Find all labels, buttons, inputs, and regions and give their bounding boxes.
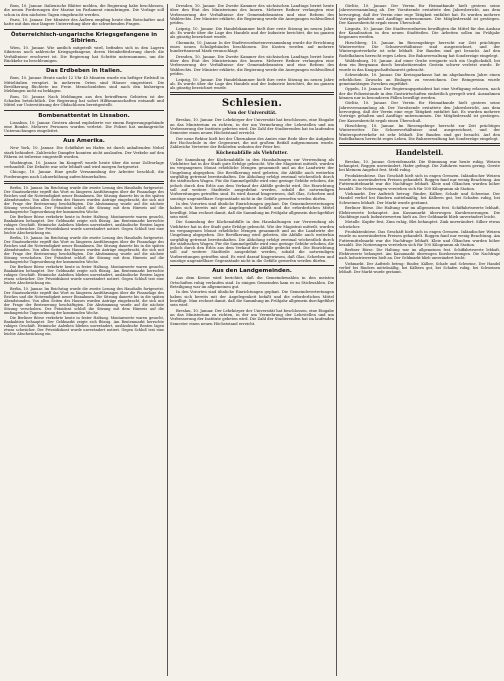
article-paragraph: Berliner Börse. Die Haltung war im allgemeinen fest. Schiffahrtswerte lebhaft, Elektrowerte behauptet. Am Kassamarkt überwogen Kursbesserungen. Die Nachfrage nach Industriewerten hielt an. Der Geldmarkt blieb unverändert leicht. (339, 206, 500, 219)
article-paragraph: Wien, 10. Januar. Wie amtlich mitgeteilt wird, befinden sich in den Lagern Sibiriens noch zahlreiche Kriegsgefangene, deren Heimbeförderung durch die Verhältnisse erschwert ist. Die Regierung hat Schritte unternommen, um die Rückkehr zu beschleunigen. (4, 46, 164, 63)
article-paragraph: Die Sammlung der Küchenabfälle in den Haushaltungen zur Verwendung als Viehfutter hat in der Stadt gute Erfolge gebracht. Wie der Magistrat mitteilt, wurden im vergangenen Monat erhebliche Mengen gesammelt und an die Landwirte der Umgebung abgegeben. Die Bevölkerung wird gebeten, die Abfälle auch weiterhin sorgfältig getrennt bereitzuhalten. Die Abholung erfolgt zweimal wöchentlich durch die städtischen Wagen. Für die Sammelgefäße wird eine geringe Gebühr erhoben, die jedoch durch den Erlös aus dem Verkauf der Abfälle gedeckt wird. Die Einrichtung soll auf weitere Stadtteile ausgedehnt werden, sobald die notwendigen Vorbereitungen getroffen sind. Es wird darauf hingewiesen, daß Glas, Scherben und sonstige ungenießbare Gegenstände nicht in die Gefäße geworfen werden dürfen. (170, 157, 334, 201)
divider (170, 265, 334, 266)
article-paragraph: Berlin, 10. Januar. Im Reichstag wurde die zweite Lesung des Haushalts fortgesetzt. Der Staatssekretär ergriff das Wort zu längeren Ausführungen über die Finanzlage des Reiches und die Notwendigkeit neuer Einnahmen. Die Sitzung dauerte bis in die späten Abendstunden. Von allen Seiten des Hauses wurden Anträge eingebracht, die sich mit der Frage der Besteuerung beschäftigten. Die Abstimmung wurde auf die nächste Sitzung verschoben. Der Präsident schloß die Sitzung mit dem Hinweis auf die umfangreiche Tagesordnung der kommenden Woche. (4, 286, 164, 315)
article-paragraph: Waldenburg, 10. Januar. Auf einer Grube ereignete sich ein Unglücksfall, bei dem ein Bergmann durch herabstürzendes Gestein schwer verletzt wurde. Er wurde in das Knappschaftslazarett gebracht. (339, 59, 500, 72)
column-rule (336, 4, 337, 676)
article-paragraph: Liegnitz, 10. Januar. Die Stadtverordneten bewilligten die Mittel für den Ausbau der Kanalisation in den neuen Stadtteilen. Die Arbeiten sollen im Frühjahr begonnen werden. (339, 26, 500, 40)
article-paragraph: Dresden, 10. Januar. Die Zweite Kammer des sächsischen Landtags beriet heute über den Etat des Ministeriums des Innern. Mehrere Redner verlangten eine Verbesserung der Verhältnisse der Gemeindebeamten und eine Reform des Wahlrechts. Der Minister erklärte, die Regierung werde die Anregungen wohlwollend prüfen. (170, 4, 334, 26)
article-paragraph: Rom, 10. Januar. Heute nacht 12 Uhr 45 Minuten wurde ein heftiger Erdstoß in Mittelitalien verspürt. In mehreren Orten sind Häuser eingestürzt. Die Bevölkerung flüchtete ins Freie. Menschenleben sind nach den bisherigen Meldungen nicht zu beklagen. (4, 76, 164, 94)
article-paragraph: Berlin, 10. Januar. Im Reichstag wurde die zweite Lesung des Haushalts fortgesetzt. Der Staatssekretär ergriff das Wort zu längeren Ausführungen über die Finanzlage des Reiches und die Notwendigkeit neuer Einnahmen. Die Sitzung dauerte bis in die späten Abendstunden. Von allen Seiten des Hauses wurden Anträge eingebracht, die sich mit der Frage der Besteuerung beschäftigten. Die Abstimmung wurde auf die nächste Sitzung verschoben. Der Präsident schloß die Sitzung mit dem Hinweis auf die umfangreiche Tagesordnung der kommenden Woche. (4, 236, 164, 265)
article-paragraph: Hirschberg, 10. Januar. Im Riesengebirge herrscht zur Zeit prächtiges Winterwetter. Die Schneeverhältnisse sind ausgezeichnet, und der Wintersportverkehr ist sehr lebhaft. Die Bauden sind gut besucht. Auf den Rodelbahnen herrscht reges Leben. Die Bahnverwaltung hat Sonderzüge eingelegt. (339, 40, 500, 58)
column-left (4, 4, 164, 676)
divider (170, 92, 334, 95)
article-paragraph: Rom, 10. Januar. Nach Meldungen aus den betroffenen Gebieten ist der Schaden beträchtlich. Die Regierung hat sofort Hilfsmannschaften entsandt und Mittel zur Unterstützung der Obdachlosen bereitgestellt. (4, 94, 164, 108)
article-paragraph: Die Sammlung der Küchenabfälle in den Haushaltungen zur Verwendung als Viehfutter hat in der Stadt gute Erfolge gebracht. Wie der Magistrat mitteilt, wurden im vergangenen Monat erhebliche Mengen gesammelt und an die Landwirte der Umgebung abgegeben. Die Bevölkerung wird gebeten, die Abfälle auch weiterhin sorgfältig getrennt bereitzuhalten. Die Abholung erfolgt zweimal wöchentlich durch die städtischen Wagen. Für die Sammelgefäße wird eine geringe Gebühr erhoben, die jedoch durch den Erlös aus dem Verkauf der Abfälle gedeckt wird. Die Einrichtung soll auf weitere Stadtteile ausgedehnt werden, sobald die notwendigen Vorbereitungen getroffen sind. Es wird darauf hingewiesen, daß Glas, Scherben und sonstige ungenießbare Gegenstände nicht in die Gefäße geworfen werden dürfen. (170, 220, 334, 264)
article-paragraph: Görlitz, 10. Januar. Der Verein für Heimatkunde hielt gestern seine Jahresversammlung ab. Der Vorsitzende erstattete den Jahresbericht, aus dem hervorging, daß der Verein eine rege Tätigkeit entfaltet hat. Es wurden mehrere Vorträge gehalten und Ausflüge unternommen. Die Mitgliederzahl ist gestiegen. Der Kassenbericht ergab einen Überschuß. (339, 4, 500, 26)
article-heading: Das Erdbeben in Italien. (46, 68, 122, 75)
article-paragraph: Paris, 10. Januar. Der Minister des Äußern empfing heute den Botschafter und hatte mit ihm eine längere Unterredung über die schwebenden Fragen. (4, 18, 164, 27)
article-paragraph: In den Vororten sind ähnliche Einrichtungen geplant. Die Gemeindevertretungen haben sich bereits mit der Angelegenheit befaßt und die erforderlichen Mittel bewilligt. Man rechnet damit, daß die Sammlung im Frühjahr allgemein durchgeführt sein wird. (170, 290, 334, 308)
article-paragraph: Berliner Börse. Die Haltung war im allgemeinen fest. Schiffahrtswerte lebhaft, Elektrowerte behauptet. Am Kassamarkt überwogen Kursbesserungen. Die Nachfrage nach Industriewerten hielt an. Der Geldmarkt blieb unverändert leicht. (339, 248, 500, 261)
article-paragraph: Berlin, 10. Januar. Im Reichstag wurde die zweite Lesung des Haushalts fortgesetzt. Der Staatssekretär ergriff das Wort zu längeren Ausführungen über die Finanzlage des Reiches und die Notwendigkeit neuer Einnahmen. Die Sitzung dauerte bis in die späten Abendstunden. Von allen Seiten des Hauses wurden Anträge eingebracht, die sich mit der Frage der Besteuerung beschäftigten. Die Abstimmung wurde auf die nächste Sitzung verschoben. Der Präsident schloß die Sitzung mit dem Hinweis auf die umfangreiche Tagesordnung der kommenden Woche. (4, 185, 164, 214)
article-paragraph: Aus dem Kreise wird berichtet, daß die Gemeindewahlen in den meisten Ortschaften ruhig verlaufen sind. In einigen Gemeinden kam es zu Stichwahlen. Die Beteiligung war im allgemeinen gut. (170, 276, 334, 289)
column-middle (170, 4, 334, 676)
article-paragraph: Dresden, 10. Januar. Die Zweite Kammer des sächsischen Landtags beriet heute über den Etat des Ministeriums des Innern. Mehrere Redner verlangten eine Verbesserung der Verhältnisse der Gemeindebeamten und eine Reform des Wahlrechts. Der Minister erklärte, die Regierung werde die Anregungen wohlwollend prüfen. (170, 54, 334, 77)
article-paragraph: Produktenbörse. Das Geschäft hielt sich in engen Grenzen. Inländischer Weizen wurde zu unveränderten Preisen gehandelt. Roggen fand nur wenig Beachtung. Am Futtermittelmarkt war die Nachfrage lebhaft. Kleie und Ölkuchen wurden höher bezahlt. Die Notierungen verstehen sich für 100 Kilogramm ab Station. (339, 230, 500, 247)
article-paragraph: Metalle. Kupfer fest, Zinn ruhig, Blei behauptet. Zink unverändert. Silber etwas schwächer. (339, 220, 500, 229)
article-subheading: Küchenabfälle als Viehfutter. (216, 150, 288, 156)
article-paragraph: Viehmarkt. Der Auftrieb betrug: Rinder, Kälber, Schafe und Schweine. Der Handel verlief bei Rindern mittelmäßig, bei Kälbern gut, bei Schafen ruhig, bei Schweinen lebhaft. Der Markt wurde geräumt. (339, 192, 500, 205)
article-paragraph: Oppeln, 10. Januar. Der Regierungspräsident hat eine Verfügung erlassen, nach der die Polizeistunde in den Gastwirtschaften einheitlich geregelt wird. Ausnahmen können nur in besonderen Fällen bewilligt werden. (339, 87, 500, 100)
article-paragraph: Leipzig, 10. Januar. Die Handelskammer hielt ihre erste Sitzung im neuen Jahre ab. Es wurde über die Lage des Handels und der Industrie berichtet, die im ganzen als günstig bezeichnet wurde. (170, 77, 334, 91)
section-heading: Handelsteil. (395, 148, 444, 158)
article-paragraph: Lissabon, 10. Januar. Gestern abend explodierte vor einem Regierungsgebäude eine Bombe. Mehrere Personen wurden verletzt. Die Polizei hat umfangreiche Untersuchungen eingeleitet. (4, 120, 164, 134)
article-paragraph: Hirschberg, 10. Januar. Im Riesengebirge herrscht zur Zeit prächtiges Winterwetter. Die Schneeverhältnisse sind ausgezeichnet, und der Wintersportverkehr ist sehr lebhaft. Die Bauden sind gut besucht. Auf den Rodelbahnen herrscht reges Leben. Die Bahnverwaltung hat Sonderzüge eingelegt. (339, 124, 500, 141)
article-paragraph: Produktenbörse. Das Geschäft hielt sich in engen Grenzen. Inländischer Weizen wurde zu unveränderten Preisen gehandelt. Roggen fand nur wenig Beachtung. Am Futtermittelmarkt war die Nachfrage lebhaft. Kleie und Ölkuchen wurden höher bezahlt. Die Notierungen verstehen sich für 100 Kilogramm ab Station. (339, 173, 500, 191)
article-subheading: Von der Universität. (227, 111, 277, 117)
article-paragraph: Die Berliner Börse verkehrte heute in fester Haltung. Montanwerte waren gesucht, Bankaktien behauptet. Der Geldmarkt zeigte sich flüssig. Am Rentenmarkt herrschte ruhiges Geschäft. Heimische Anleihen blieben unverändert, ausländische Renten lagen etwas schwächer. Der Privatdiskont wurde unverändert notiert. Gegen Schluß trat eine leichte Abschwächung ein. (4, 265, 164, 286)
article-paragraph: Die Berliner Börse verkehrte heute in fester Haltung. Montanwerte waren gesucht, Bankaktien behauptet. Der Geldmarkt zeigte sich flüssig. Am Rentenmarkt herrschte ruhiges Geschäft. Heimische Anleihen blieben unverändert, ausländische Renten lagen etwas schwächer. Der Privatdiskont wurde unverändert notiert. Gegen Schluß trat eine leichte Abschwächung ein. (4, 215, 164, 236)
divider (339, 143, 500, 146)
article-heading: Aus Amerika. (63, 138, 105, 145)
article-paragraph: Der neue Rektor hielt bei der Übernahme des Amtes eine Rede über die Aufgaben der Hochschule in der Gegenwart, die mit großem Beifall aufgenommen wurde. Zahlreiche Vertreter der Behörden wohnten der Feier bei. (170, 136, 334, 150)
article-paragraph: New York, 10. Januar. Die Schiffahrt im Hafen ist durch anhaltenden Nebel stark behindert. Zahlreiche Dampfer konnten nicht auslaufen. Der Verkehr auf den Fähren ist teilweise eingestellt worden. (4, 146, 164, 160)
article-paragraph: Die Berliner Börse verkehrte heute in fester Haltung. Montanwerte waren gesucht, Bankaktien behauptet. Der Geldmarkt zeigte sich flüssig. Am Rentenmarkt herrschte ruhiges Geschäft. Heimische Anleihen blieben unverändert, ausländische Renten lagen etwas schwächer. Der Privatdiskont wurde unverändert notiert. Gegen Schluß trat eine leichte Abschwächung ein. (4, 315, 164, 336)
article-paragraph: Viehmarkt. Der Auftrieb betrug: Rinder, Kälber, Schafe und Schweine. Der Handel verlief bei Rindern mittelmäßig, bei Kälbern gut, bei Schafen ruhig, bei Schweinen lebhaft. Der Markt wurde geräumt. (339, 261, 500, 274)
article-paragraph: Breslau, 10. Januar. Der Lehrkörper der Universität hat beschlossen, eine Eingabe an das Ministerium zu richten, in der um Vermehrung der Lehrstellen und um Verbesserung der Institute gebeten wird. Die Zahl der Studierenden hat im laufenden Semester einen neuen Höchststand erreicht. (170, 118, 334, 136)
article-paragraph: Chemnitz, 10. Januar. In der Stadtverordnetenversammlung wurde die Errichtung eines neuen Schulgebäudes beschlossen. Die Kosten werden auf mehrere hunderttausend Mark veranschlagt. (170, 40, 334, 54)
article-paragraph: Rom, 10. Januar. Italienische Blätter melden, die Regierung habe beschlossen, die neuen Forderungen der Marine im Parlament einzubringen. Die Vorlage soll schon in den nächsten Tagen eingebracht werden. (4, 4, 164, 17)
column-right (339, 4, 500, 676)
article-heading: Aus den Landgemeinden. (212, 268, 292, 275)
divider (4, 65, 164, 66)
divider (4, 181, 164, 184)
article-paragraph: Breslau, 10. Januar. Der Lehrkörper der Universität hat beschlossen, eine Eingabe an das Ministerium zu richten, in der um Vermehrung der Lehrstellen und um Verbesserung der Institute gebeten wird. Die Zahl der Studierenden hat im laufenden Semester einen neuen Höchststand erreicht. (170, 308, 334, 326)
article-heading: Österreichisch-ungarische Kriegsgefangene in Sibirien. (10, 31, 158, 45)
article-paragraph: Görlitz, 10. Januar. Der Verein für Heimatkunde hielt gestern seine Jahresversammlung ab. Der Vorsitzende erstattete den Jahresbericht, aus dem hervorging, daß der Verein eine rege Tätigkeit entfaltet hat. Es wurden mehrere Vorträge gehalten und Ausflüge unternommen. Die Mitgliederzahl ist gestiegen. Der Kassenbericht ergab einen Überschuß. (339, 101, 500, 123)
article-paragraph: Breslau, 10. Januar. Getreidemarkt. Die Stimmung war heute ruhig. Weizen behauptet, Roggen unverändert, Hafer gefragt. Die Zufuhren waren gering. Gerste bei kleinem Angebot fest. Mehl ruhig. (339, 159, 500, 173)
divider (4, 110, 164, 111)
article-paragraph: Washington, 10. Januar. Im Kongreß wurde heute über die neue Zollvorlage verhandelt. Die Debatte war sehr lebhaft und wird morgen fortgesetzt. (4, 160, 164, 169)
article-paragraph: Schweidnitz, 10. Januar. Die Kreissparkasse hat im abgelaufenen Jahre einen erheblichen Zuwachs an Einlagen zu verzeichnen. Der Reingewinn wurde gemeinnützigen Zwecken zugeführt. (339, 73, 500, 86)
section-heading: Schlesien. (221, 98, 283, 110)
article-paragraph: Leipzig, 10. Januar. Die Handelskammer hielt ihre erste Sitzung im neuen Jahre ab. Es wurde über die Lage des Handels und der Industrie berichtet, die im ganzen als günstig bezeichnet wurde. (170, 26, 334, 40)
column-rule (167, 4, 168, 676)
article-paragraph: Chicago, 10. Januar. Eine große Versammlung der Arbeiter beschloß, die Forderungen nach Lohnerhöhung aufrechtzuerhalten. (4, 170, 164, 179)
divider (4, 135, 164, 136)
divider (4, 29, 164, 30)
article-heading: Bombenattentat in Lissabon. (38, 112, 130, 119)
article-paragraph: In den Vororten sind ähnliche Einrichtungen geplant. Die Gemeindevertretungen haben sich bereits mit der Angelegenheit befaßt und die erforderlichen Mittel bewilligt. Man rechnet damit, daß die Sammlung im Frühjahr allgemein durchgeführt sein wird. (170, 202, 334, 219)
